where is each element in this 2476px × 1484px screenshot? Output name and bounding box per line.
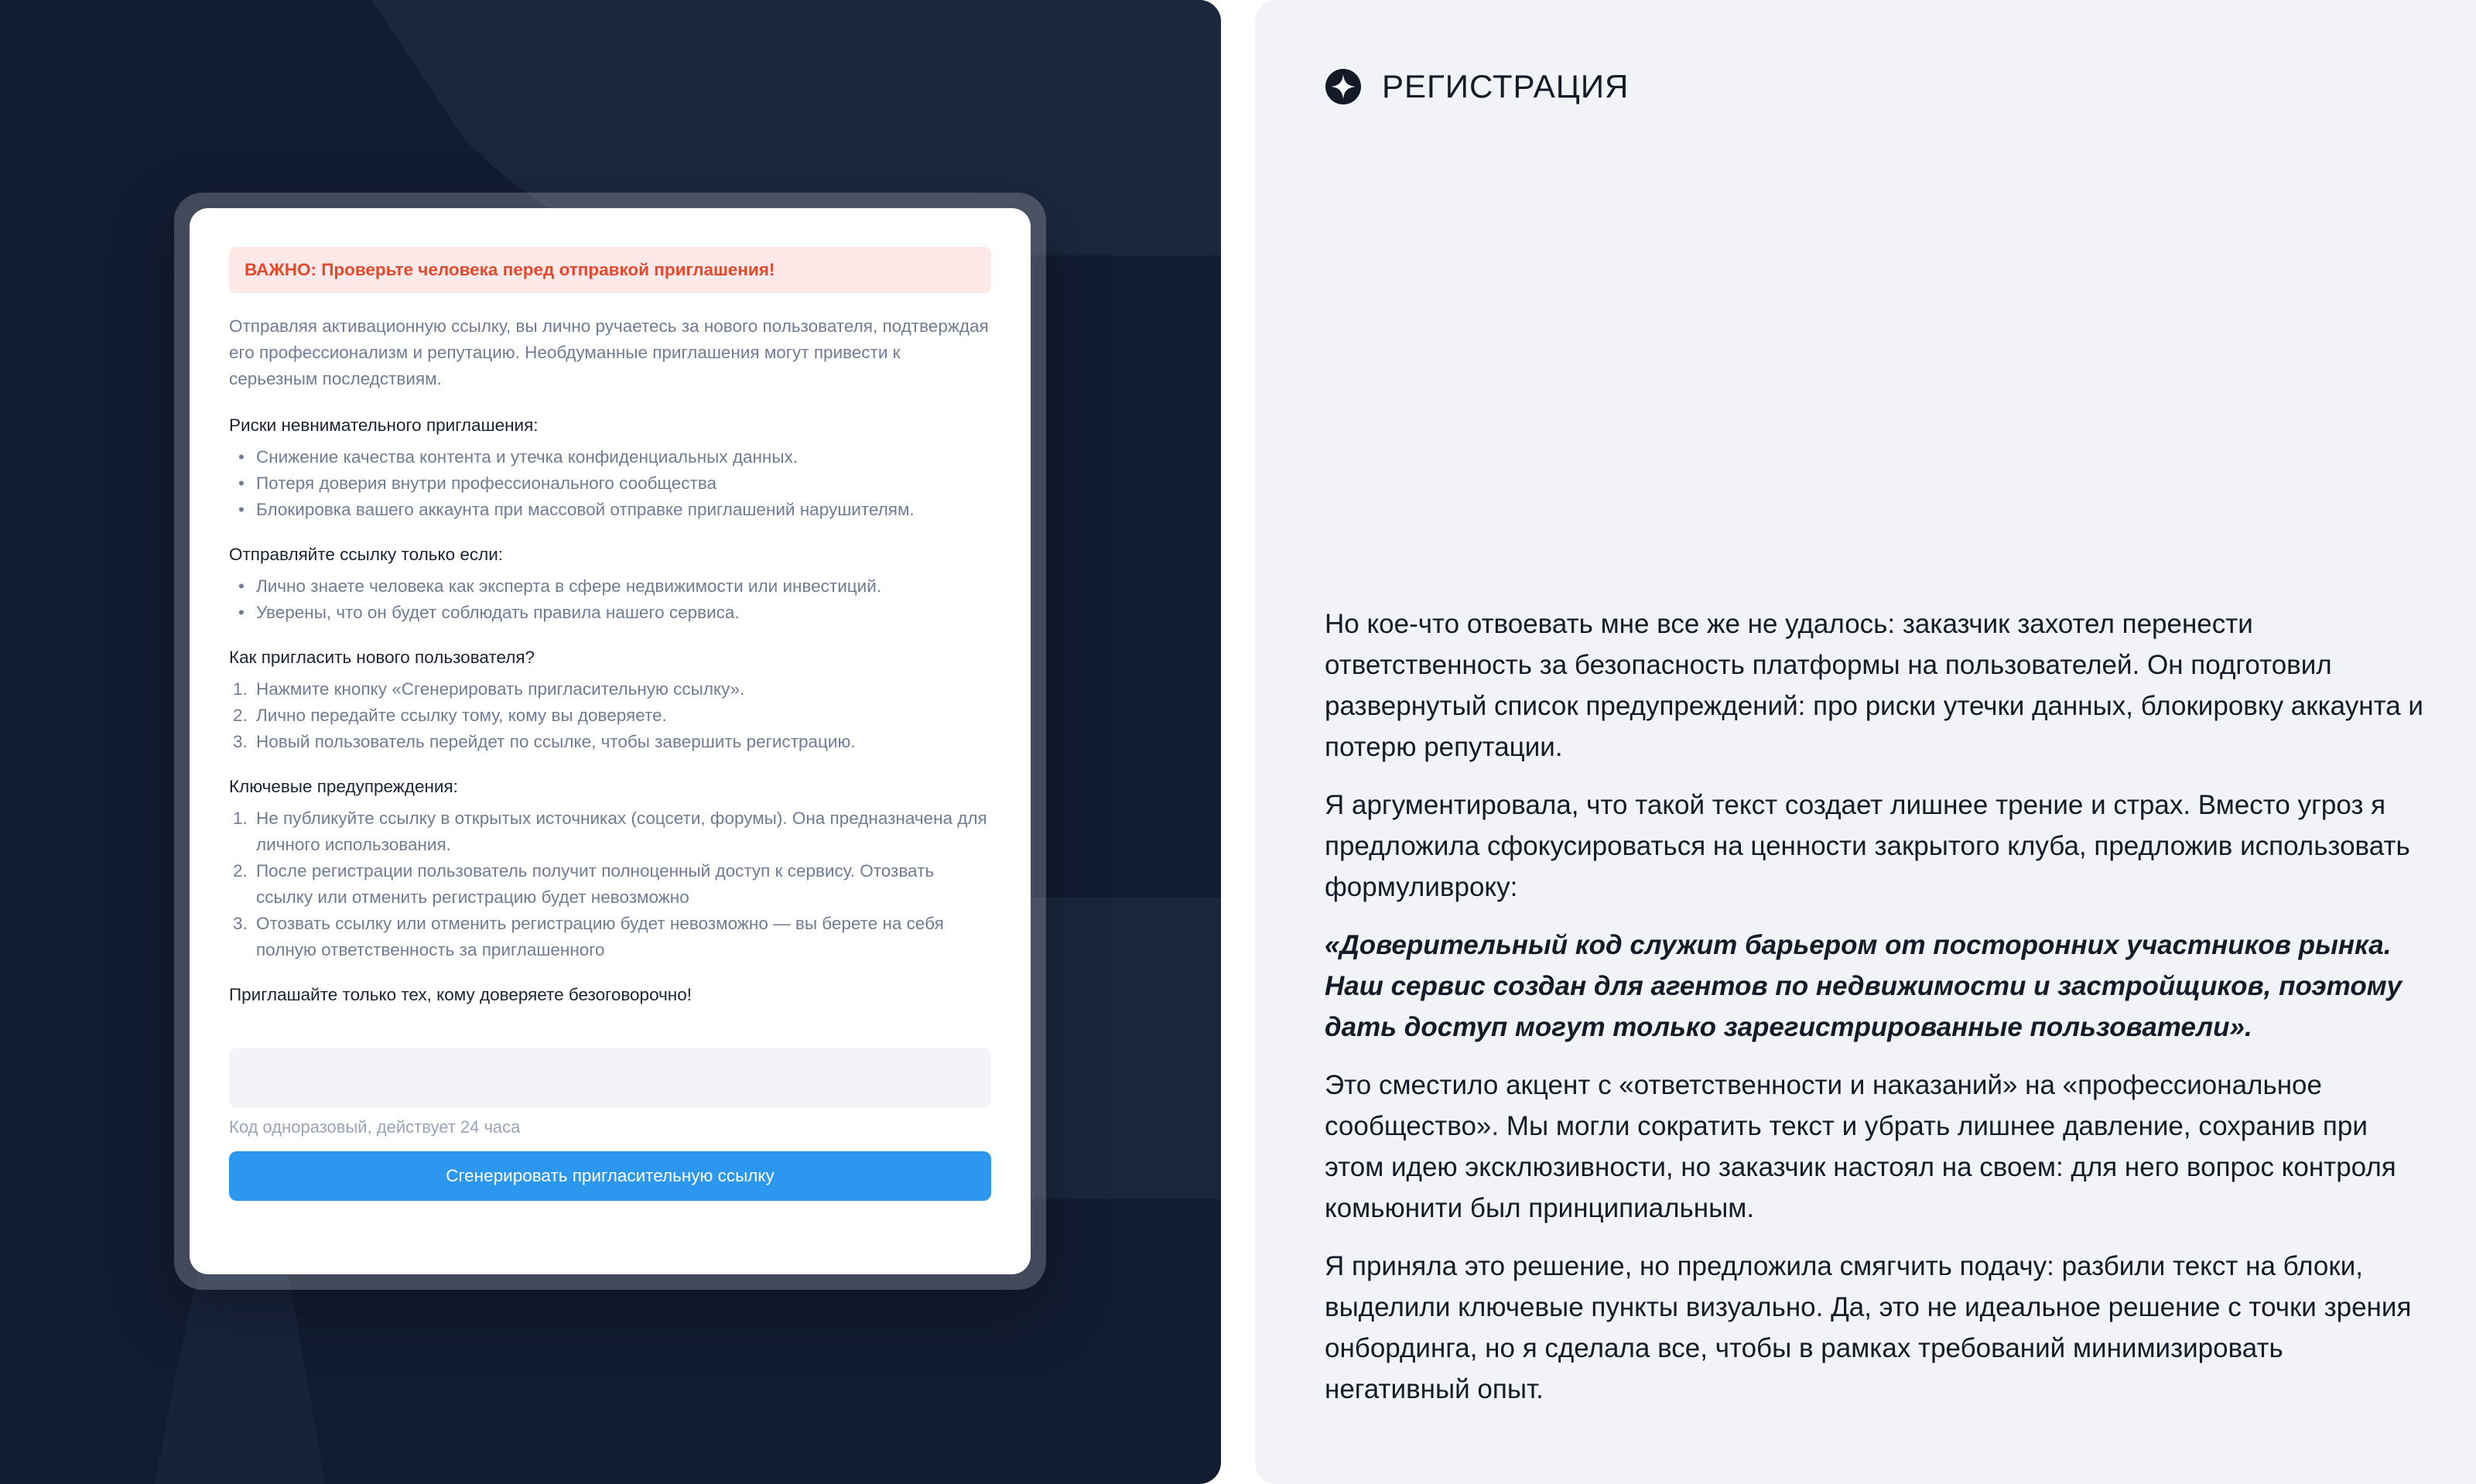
final-note: Приглашайте только тех, кому доверяете безоговорочно!: [229, 985, 692, 1004]
plus-circle-icon: [1325, 68, 1362, 105]
code-hint: Код одноразовый, действует 24 часа: [229, 1117, 521, 1137]
invite-dialog-frame: [174, 193, 1046, 1290]
list-item: • Лично знаете человека как эксперта в сфере недвижимости или инвестиций.: [229, 573, 991, 600]
list-item: 3. Новый пользователь перейдет по ссылке, чтобы завершить регистрацию.: [233, 732, 856, 751]
section-header: [1325, 68, 1629, 105]
risks-list: [229, 444, 991, 523]
list-item: 2. После регистрации пользователь получит полноценный доступ к сервису. Отозвать ссылку или отменить регистрацию будет невозможно: [233, 861, 935, 907]
invite-code-input[interactable]: [229, 1048, 991, 1108]
warnings-title: Ключевые предупреждения:: [229, 777, 458, 796]
list-item: • Уверены, что он будет соблюдать правила нашего сервиса.: [229, 600, 991, 626]
page-title: РЕГИСТРАЦИЯ: [1382, 68, 1630, 104]
left-panel: [0, 0, 1221, 1484]
list-item: 2. Лично передайте ссылку тому, кому вы доверяете.: [233, 706, 667, 725]
risks-title: Риски невнимательного приглашения:: [229, 415, 539, 435]
list-item: 3. Отозвать ссылку или отменить регистрацию будет невозможно — вы берете на себя полную ответственность за приглашенного: [233, 914, 944, 959]
list-item: • Потеря доверия внутри профессионального сообщества: [229, 470, 991, 497]
warnings-list: [229, 805, 991, 963]
how-list: [229, 676, 991, 755]
paragraph: Я аргументировала, что такой текст создает лишнее трение и страх. Вместо угроз я предложила сфокусироваться на ценности закрытого клуба, предложив использовать формуливроку:: [1325, 790, 2410, 902]
list-item: • Блокировка вашего аккаунта при массовой отправке приглашений нарушителям.: [229, 497, 991, 523]
list-item: • Снижение качества контента и утечка конфиденциальных данных.: [229, 444, 991, 470]
warning-alert: ВАЖНО: Проверьте человека перед отправкой приглашения!: [229, 247, 991, 293]
conditions-list: [229, 573, 991, 626]
paragraph: Это сместило акцент с «ответственности и наказаний» на «профессиональное сообщество». Мы могли сократить текст и убрать лишнее давление, сохранив при этом идею эксклюзивности, но заказчик настоял на своем: для него вопрос контроля комьюнити был принципиальным.: [1325, 1070, 2396, 1223]
conditions-title: Отправляйте ссылку только если:: [229, 545, 504, 564]
right-panel: [1255, 0, 2476, 1484]
intro-text: Отправляя активационную ссылку, вы лично ручаетесь за нового пользователя, подтверждая его профессионализм и репутацию. Необдуманные приглашения могут привести к серьезным последствиям.: [229, 316, 989, 388]
list-item: 1. Нажмите кнопку «Сгенерировать пригласительную ссылку».: [233, 679, 745, 699]
invite-dialog: [190, 208, 1031, 1274]
paragraph: Я приняла это решение, но предложила смягчить подачу: разбили текст на блоки, выделили ключевые пункты визуально. Да, это не идеальное решение с точки зрения онбординга, но я сделала все, чтобы в рамках требований минимизировать негативный опыт.: [1325, 1251, 2412, 1404]
quote-paragraph: «Доверительный код служит барьером от посторонних участников рынка. Наш сервис создан для агентов по недвижимости и застройщиков, поэтому дать доступ могут только зарегистрированные пользователи».: [1325, 930, 2402, 1042]
how-title: Как пригласить нового пользователя?: [229, 648, 535, 667]
generate-link-button[interactable]: Сгенерировать пригласительную ссылку: [229, 1151, 991, 1201]
paragraph: Но кое-что отвоевать мне все же не удалось: заказчик захотел перенести ответственность за безопасность платформы на пользователей. Он подготовил развернутый список предупреждений: про риски утечки данных, блокировку аккаунта и потерю репутации.: [1325, 609, 2423, 762]
list-item: 1. Не публикуйте ссылку в открытых источниках (соцсети, форумы). Она предназначена для личного использования.: [233, 809, 987, 854]
case-study-text: [1325, 604, 2423, 1427]
